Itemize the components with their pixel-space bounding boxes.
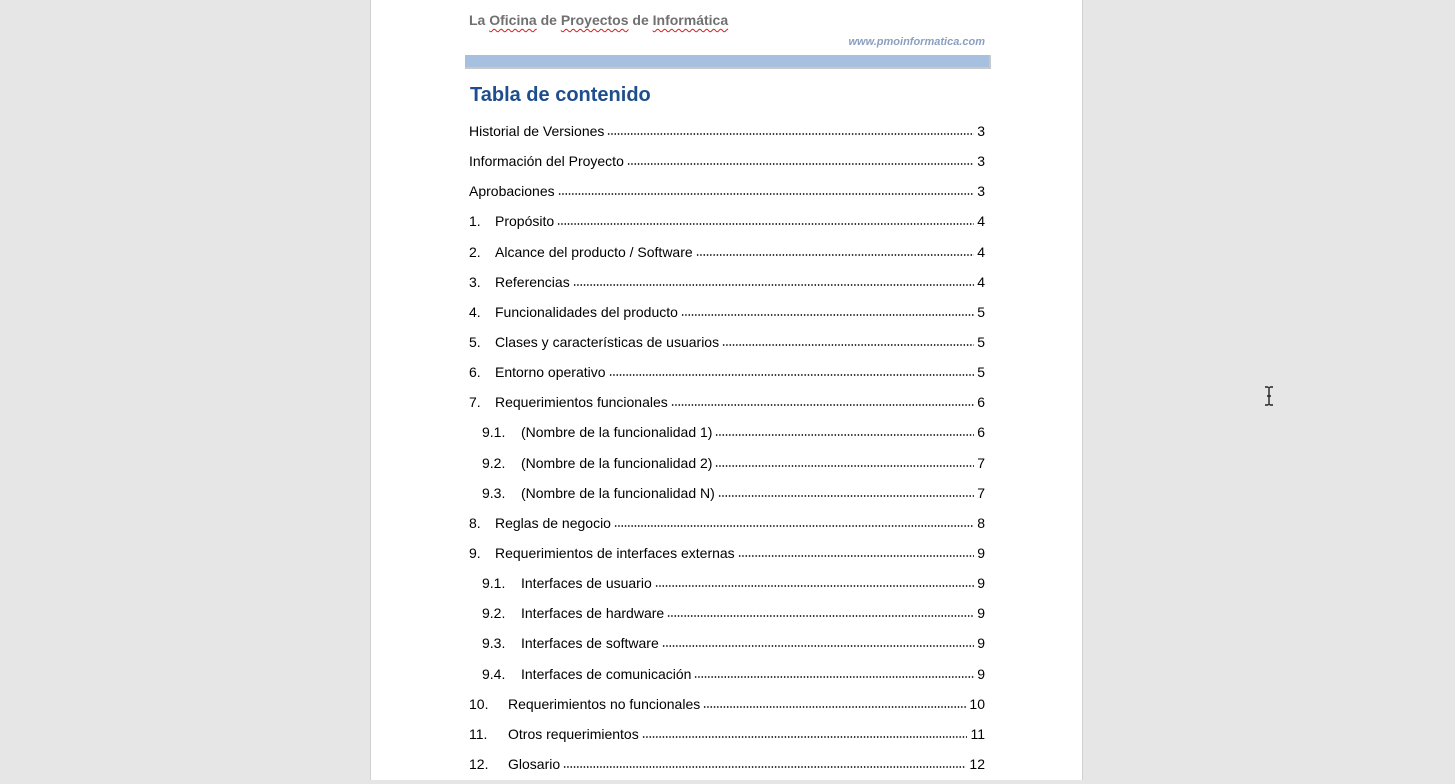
toc-entry[interactable]	[469, 543, 985, 573]
toc-entry-leader-dots	[573, 272, 975, 286]
toc-entry-label: Interfaces de software	[521, 635, 659, 652]
toc-entry-number: 9.3.	[482, 635, 506, 652]
toc-entry-number: 9.	[469, 544, 481, 561]
header-title-part: de	[536, 12, 561, 28]
toc-entry-number: 4.	[469, 303, 481, 320]
toc-entry-leader-dots	[557, 211, 974, 225]
header-divider-bar	[465, 55, 991, 69]
toc-list	[469, 121, 985, 784]
toc-entry-label: Interfaces de hardware	[521, 605, 665, 622]
toc-entry-page: 9	[977, 575, 985, 592]
toc-entry[interactable]	[469, 362, 985, 392]
toc-entry-page: 9	[977, 605, 985, 622]
toc-entry[interactable]	[469, 272, 985, 302]
toc-entry-label: Requerimientos de interfaces externas	[495, 544, 735, 561]
header-title-part: de	[628, 12, 653, 28]
toc-entry-number: 5.	[469, 333, 481, 350]
toc-entry-leader-dots	[722, 332, 974, 346]
toc-entry-number: 9.1.	[482, 575, 506, 592]
toc-entry-page: 9	[977, 544, 985, 561]
toc-entry[interactable]	[469, 151, 985, 181]
toc-entry-number: 10.	[469, 695, 489, 712]
toc-entry[interactable]	[469, 302, 985, 332]
toc-entry-page: 12	[969, 755, 985, 772]
toc-entry-leader-dots	[694, 664, 974, 678]
toc-entry-label: Otros requerimientos	[508, 725, 639, 742]
toc-entry[interactable]	[469, 664, 985, 694]
toc-entry-number: 3.	[469, 273, 481, 290]
toc-entry-leader-dots	[607, 121, 974, 135]
toc-entry-page: 4	[977, 213, 985, 230]
toc-entry-number: 9.4.	[482, 665, 506, 682]
toc-entry-label: Glosario	[508, 755, 561, 772]
toc-entry-page: 7	[977, 484, 985, 501]
toc-entry-page: 3	[977, 123, 985, 139]
toc-entry-number: 2.	[469, 243, 481, 260]
toc-entry-label: (Nombre de la funcionalidad N)	[521, 484, 715, 501]
toc-entry-leader-dots	[738, 543, 975, 557]
toc-entry-page: 6	[977, 424, 985, 441]
toc-entry-label: Entorno operativo	[495, 364, 606, 381]
toc-entry-leader-dots	[642, 724, 968, 738]
toc-entry-number: 12.	[469, 755, 489, 772]
toc-entry-page: 4	[977, 273, 985, 290]
toc-entry-leader-dots	[655, 573, 974, 587]
toc-entry-leader-dots	[715, 453, 974, 467]
toc-entry-number: 7.	[469, 394, 481, 411]
toc-entry[interactable]	[469, 694, 985, 724]
toc-entry-leader-dots	[671, 392, 974, 406]
toc-entry-leader-dots	[614, 513, 974, 527]
toc-entry-leader-dots	[627, 151, 974, 165]
toc-entry[interactable]	[469, 603, 985, 633]
toc-entry-label: Historial de Versiones	[469, 123, 605, 139]
toc-entry-page: 5	[977, 333, 985, 350]
toc-entry-page: 9	[977, 635, 985, 652]
toc-entry-number: 9.1.	[482, 424, 506, 441]
toc-entry[interactable]	[469, 181, 985, 211]
header-title-part: Proyectos	[560, 12, 629, 28]
toc-entry-number: 9.3.	[482, 484, 506, 501]
toc-entry-number: 6.	[469, 364, 481, 381]
toc-entry[interactable]	[469, 392, 985, 422]
toc-entry-leader-dots	[563, 754, 966, 768]
toc-entry[interactable]	[469, 573, 985, 603]
toc-entry-label: Referencias	[495, 273, 570, 290]
header-title-part: La	[469, 12, 490, 28]
toc-entry-label: Aprobaciones	[469, 183, 555, 200]
toc-entry[interactable]	[469, 724, 985, 754]
toc-entry-page: 4	[977, 243, 985, 260]
toc-entry-number: 9.2.	[482, 454, 506, 471]
toc-entry-page: 7	[977, 454, 985, 471]
toc-entry-page: 5	[977, 364, 985, 381]
toc-entry[interactable]	[469, 422, 985, 452]
toc-entry-leader-dots	[696, 242, 975, 256]
toc-entry-leader-dots	[609, 362, 975, 376]
toc-entry[interactable]	[469, 483, 985, 513]
toc-entry-page: 3	[977, 153, 985, 170]
toc-entry-number: 11.	[469, 725, 488, 742]
toc-entry-page: 10	[969, 695, 985, 712]
header-title-part: Informática	[652, 12, 729, 28]
toc-entry-label: Interfaces de comunicación	[521, 665, 692, 682]
toc-entry-label: Funcionalidades del producto	[495, 303, 678, 320]
toc-title: Tabla de contenido	[470, 84, 651, 106]
toc-entry-page: 5	[977, 303, 985, 320]
text-cursor-ibeam-icon	[1262, 386, 1276, 406]
toc-entry-label: (Nombre de la funcionalidad 2)	[521, 454, 713, 471]
toc-entry-leader-dots	[718, 483, 974, 497]
toc-entry[interactable]	[469, 453, 985, 483]
toc-entry-label: Información del Proyecto	[469, 153, 624, 170]
toc-entry[interactable]	[469, 211, 985, 241]
toc-entry-number: 9.2.	[482, 605, 506, 622]
toc-entry-label: Interfaces de usuario	[521, 575, 652, 592]
toc-entry-label: Alcance del producto / Software	[495, 243, 693, 260]
toc-entry[interactable]	[469, 242, 985, 272]
header-url: www.pmoinformatica.com	[848, 36, 985, 48]
toc-entry-number: 1.	[469, 213, 481, 230]
toc-entry-page: 6	[977, 394, 985, 411]
toc-entry-label: Clases y características de usuarios	[495, 333, 720, 350]
toc-entry-leader-dots	[558, 181, 975, 195]
toc-entry[interactable]	[469, 332, 985, 362]
toc-entry-leader-dots	[703, 694, 966, 708]
toc-entry-leader-dots	[715, 422, 974, 436]
toc-entry-label: Requerimientos no funcionales	[508, 695, 701, 712]
toc-entry-page: 11	[970, 725, 985, 742]
toc-entry-label: Requerimientos funcionales	[495, 394, 668, 411]
toc-entry-label: Reglas de negocio	[495, 514, 611, 531]
document-page[interactable]	[370, 0, 1083, 780]
toc-entry[interactable]	[469, 121, 985, 151]
header-title-part: Oficina	[489, 12, 537, 28]
toc-entry-label: Propósito	[495, 213, 555, 230]
toc-entry-page: 3	[977, 183, 985, 200]
toc-entry-number: 8.	[469, 514, 481, 531]
toc-entry[interactable]	[469, 633, 985, 663]
header-title	[469, 12, 728, 28]
toc-entry-label: (Nombre de la funcionalidad 1)	[521, 424, 713, 441]
toc-entry-leader-dots	[667, 603, 974, 617]
toc-entry[interactable]	[469, 754, 985, 784]
toc-entry-leader-dots	[681, 302, 974, 316]
toc-entry-page: 9	[977, 665, 985, 682]
toc-entry[interactable]	[469, 513, 985, 543]
toc-entry-leader-dots	[662, 633, 974, 647]
toc-entry-page: 8	[977, 514, 985, 531]
